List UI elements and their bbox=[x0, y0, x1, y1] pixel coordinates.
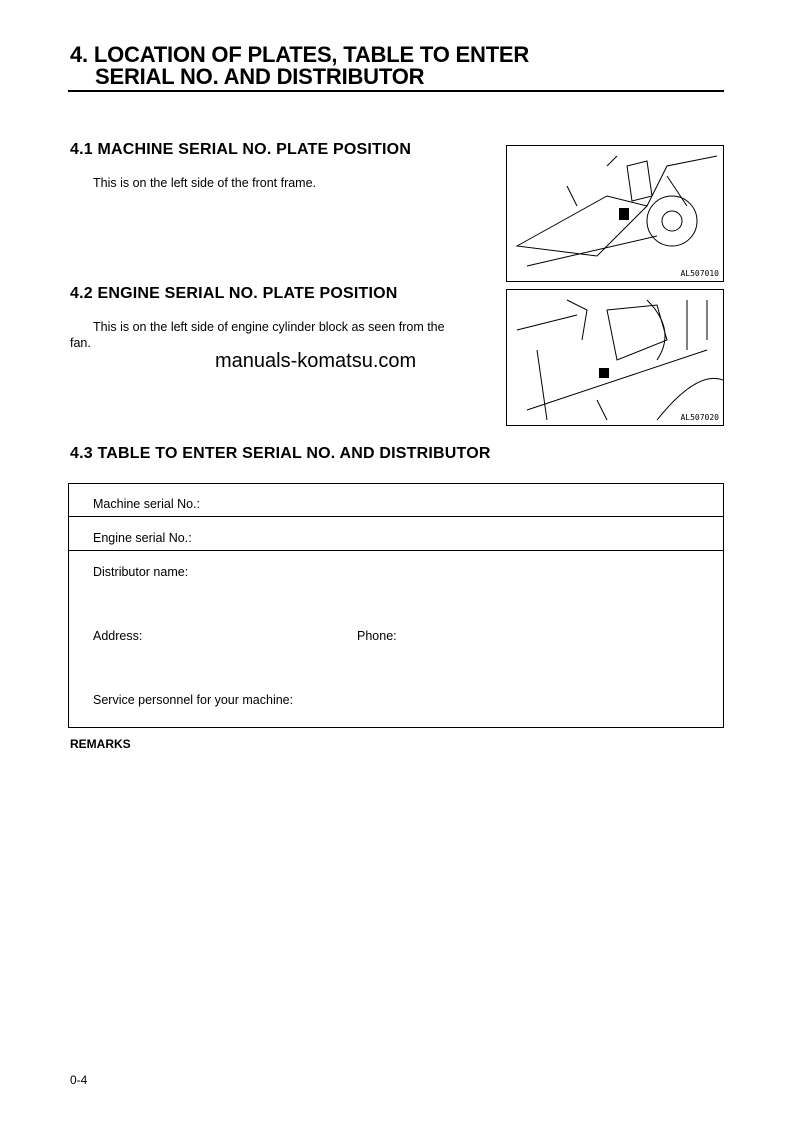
page-title-line1: 4. LOCATION OF PLATES, TABLE TO ENTER bbox=[70, 42, 530, 67]
watermark: manuals-komatsu.com bbox=[215, 350, 417, 372]
title-rule bbox=[68, 90, 724, 92]
section-4-2-text-cont: fan. bbox=[70, 336, 91, 350]
machine-plate-figure bbox=[506, 145, 724, 282]
engine-illustration bbox=[507, 290, 723, 425]
figure-code: AL507010 bbox=[680, 269, 719, 278]
figure-code: AL507020 bbox=[680, 413, 719, 422]
section-4-1-heading: 4.1 MACHINE SERIAL NO. PLATE POSITION bbox=[70, 141, 412, 158]
page-number: 0-4 bbox=[70, 1073, 88, 1087]
address-label: Address: bbox=[93, 629, 143, 643]
engine-serial-field[interactable]: Engine serial No.: bbox=[69, 517, 724, 551]
section-4-3-heading: 4.3 TABLE TO ENTER SERIAL NO. AND DISTRIBUTOR bbox=[70, 445, 491, 462]
machine-serial-field[interactable]: Machine serial No.: bbox=[69, 484, 724, 517]
phone-label: Phone: bbox=[357, 629, 397, 643]
section-4-1-text: This is on the left side of the front frame. bbox=[93, 176, 317, 190]
remarks-label: REMARKS bbox=[70, 737, 131, 751]
serial-distributor-table bbox=[68, 483, 724, 728]
section-4-2-text: This is on the left side of engine cylinder block as seen from the bbox=[93, 320, 445, 334]
engine-plate-figure bbox=[506, 289, 724, 426]
service-personnel-label: Service personnel for your machine: bbox=[93, 693, 294, 707]
machine-illustration bbox=[507, 146, 723, 281]
page-title-line2: SERIAL NO. AND DISTRIBUTOR bbox=[95, 64, 425, 89]
section-4-2-heading: 4.2 ENGINE SERIAL NO. PLATE POSITION bbox=[70, 285, 398, 302]
distributor-info-cell[interactable] bbox=[69, 551, 724, 728]
distributor-name-label: Distributor name: bbox=[93, 565, 189, 579]
